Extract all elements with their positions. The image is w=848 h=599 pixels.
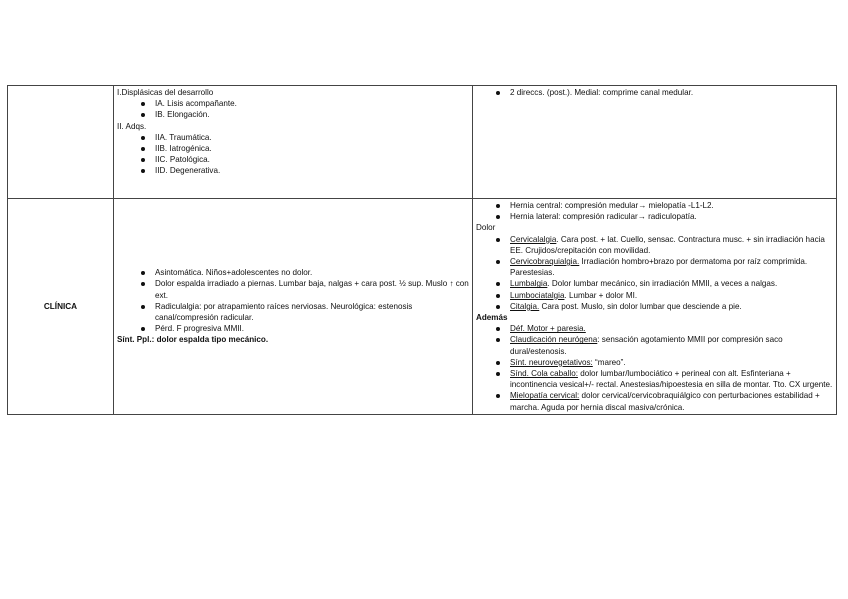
row1-label-cell: [8, 86, 114, 199]
description: dolor lumbar/lumbociático + perineal con alt. Esfinteriana + incontinencia vesical+/- rectal. Anestesias/hipoestesia en silla de montar. Tto. CX urgente.: [510, 369, 833, 390]
description: . Dolor lumbar mecánico, sin irradiación MMII, a veces a nalgas.: [547, 279, 778, 289]
list-item: [476, 334, 833, 356]
term: Mielopatía cervical:: [510, 391, 580, 401]
term: Sínt. neurovegetativos:: [510, 357, 593, 367]
clinica-details-cell: [473, 199, 837, 415]
list-item: Hernia central: compresión medular→ mielopatía -L1-L2.: [476, 200, 833, 211]
list-item: [476, 390, 833, 412]
list-item: [476, 368, 833, 390]
list-item: Hernia lateral: compresión radicular→ radiculopatía.: [476, 211, 833, 222]
list-item: Pérd. F progresiva MMII.: [117, 323, 469, 334]
classification-heading-2: II. Adqs.: [117, 121, 147, 131]
term: Cervicobraquialgia.: [510, 257, 580, 267]
list-item: IA. Lisis acompañante.: [117, 98, 469, 109]
row1-direction-cell: [473, 86, 837, 199]
list-item: [476, 301, 833, 312]
table-row: [8, 199, 837, 415]
list-item: [476, 256, 833, 278]
term: Lumbalgia: [510, 279, 548, 289]
list-item: [476, 357, 833, 368]
description: : sensación agotamiento MMII por compresión saco dural/estenosis.: [510, 335, 783, 356]
term: Déf. Motor + paresia.: [510, 324, 586, 334]
description: . Cara post. + lat. Cuello, sensac. Contractura musc. + sin irradiación hacia EE. Crujidos/crepitación con movilidad.: [510, 234, 825, 255]
description: Irradiación hombro+brazo por dermatoma por raíz comprimida. Parestesias.: [510, 257, 808, 278]
list-item: Radiculalgia: por atrapamiento raíces nerviosas. Neurológica: estenosis canal/compresión radicular.: [117, 301, 469, 323]
term: Lumbociatalgia: [510, 290, 565, 300]
list-item: [476, 278, 833, 289]
list-item: 2 direccs. (post.). Medial: comprime canal medular.: [476, 87, 833, 98]
description: . Lumbar + dolor MI.: [564, 290, 638, 300]
table-row: [8, 86, 837, 199]
clinica-label: CLÍNICA: [8, 199, 114, 415]
description: dolor cervical/cervicobraquiálgico con perturbaciones estabilidad + marcha. Aguda por hernia discal masiva/crónica.: [510, 391, 820, 412]
list-item: [476, 323, 833, 334]
term: Cervicalalgia: [510, 234, 557, 244]
dolor-heading: Dolor: [476, 223, 496, 233]
clinical-table: [7, 85, 837, 415]
main-symptom-summary: Sínt. Ppl.: dolor espalda tipo mecánico.: [117, 335, 269, 345]
list-item: [476, 234, 833, 256]
list-item: IID. Degenerativa.: [117, 165, 469, 176]
list-item: IIB. Iatrogénica.: [117, 143, 469, 154]
list-item: Asintomática. Niños+adolescentes no dolor.: [117, 267, 469, 278]
list-item: IIC. Patológica.: [117, 154, 469, 165]
term: Citalgia.: [510, 301, 540, 311]
term: Sínd. Cola caballo:: [510, 369, 578, 379]
list-item: IB. Elongación.: [117, 109, 469, 120]
ademas-heading: Además: [476, 313, 508, 323]
list-item: [476, 290, 833, 301]
description: “mareo”.: [592, 357, 626, 367]
term: Claudicación neurógena: [510, 335, 598, 345]
description: Cara post. Muslo, sin dolor lumbar que desciende a pie.: [539, 301, 742, 311]
row1-classification-cell: [114, 86, 473, 199]
clinica-symptoms-cell: [114, 199, 473, 415]
list-item: IIA. Traumática.: [117, 132, 469, 143]
classification-heading-1: I.Displásicas del desarrollo: [117, 88, 214, 97]
list-item: Dolor espalda irradiado a piernas. Lumbar baja, nalgas + cara post. ½ sup. Muslo ↑ con ext.: [117, 278, 469, 300]
